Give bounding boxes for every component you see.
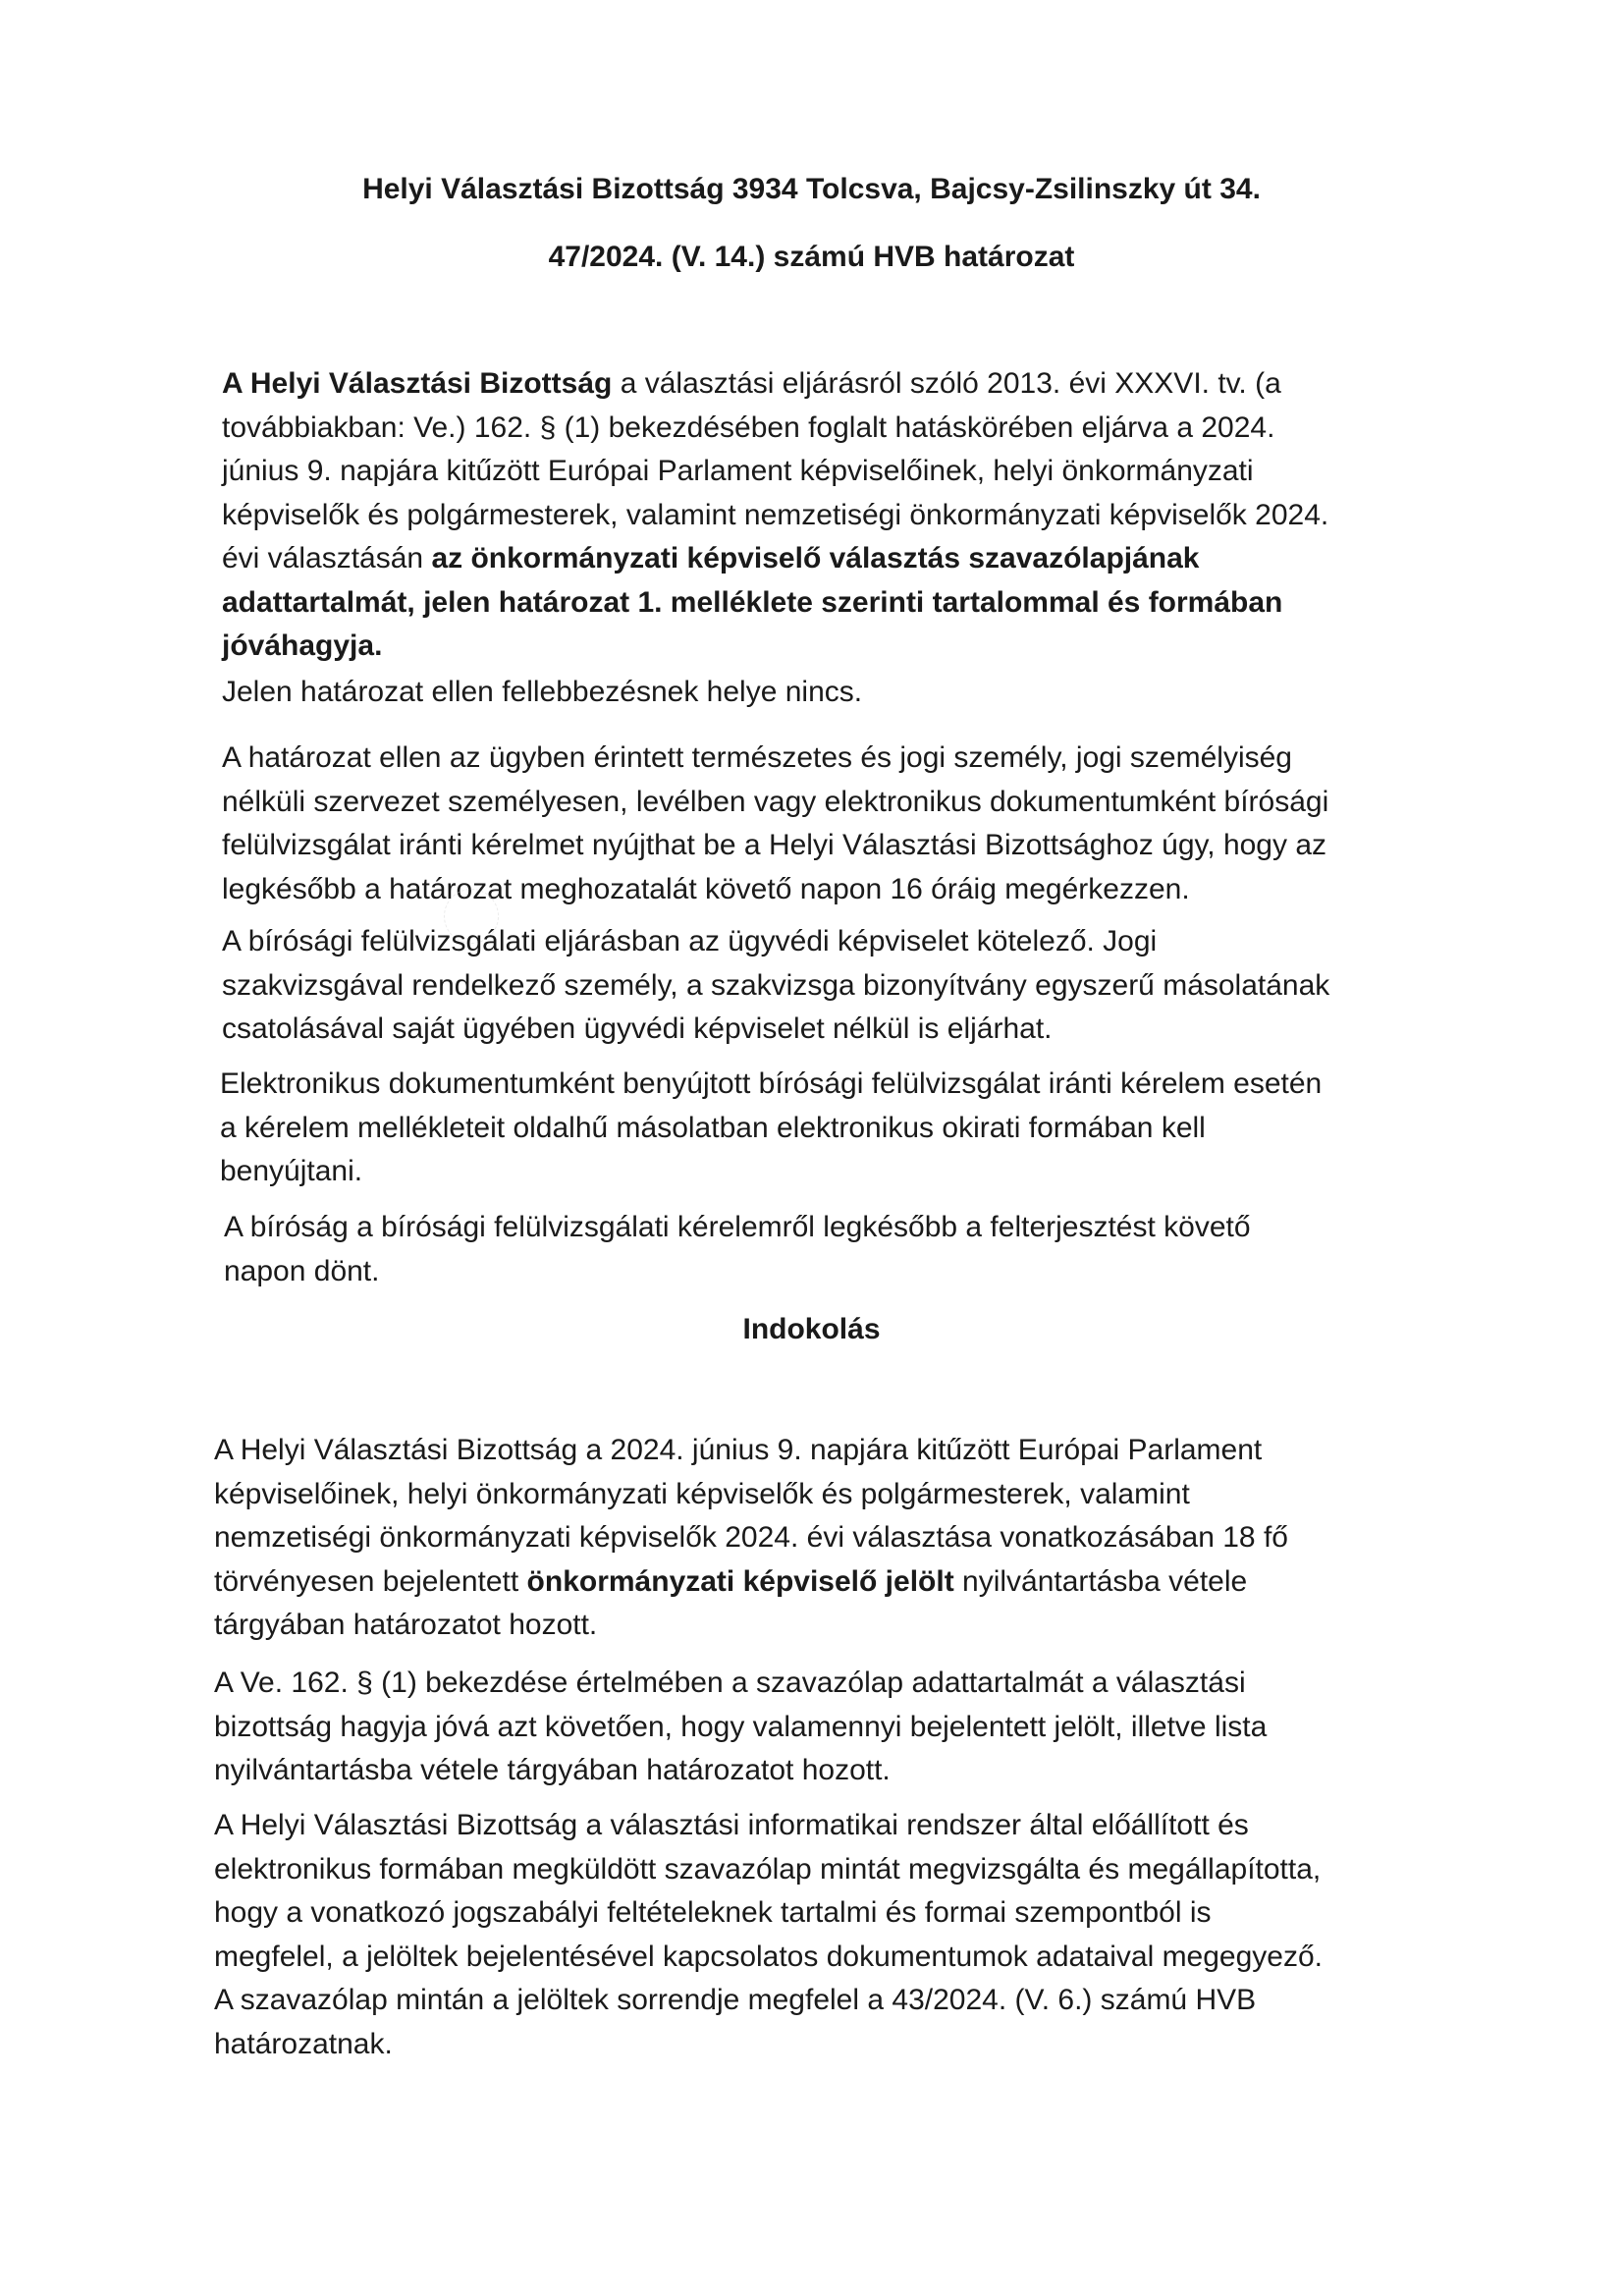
decision-line: adattartalmát, jelen határozat 1. melléklete szerinti tartalommal és formában — [222, 585, 1283, 619]
appeal-note-paragraph — [222, 671, 862, 715]
decision-line: június 9. napjára kitűzött Európai Parlament képviselőinek, helyi önkormányzati — [222, 455, 1254, 487]
reasoning-line: megfelel, a jelöltek bejelentésével kapcsolatos dokumentumok adataival megegyező. — [214, 1940, 1323, 1973]
decision-paragraph — [222, 362, 1328, 669]
paragraph-line: A bírósági felülvizsgálati eljárásban az ügyvédi képviselet kötelező. Jogi — [222, 925, 1158, 957]
reasoning-line: törvényesen bejelentett önkormányzati képviselő jelölt nyilvántartásba vétele — [214, 1564, 1248, 1598]
paragraph-line: a kérelem mellékleteit oldalhű másolatban elektronikus okirati formában kell — [220, 1111, 1206, 1144]
paragraph-line: csatolásával saját ügyében ügyvédi képviselet nélkül is eljárhat. — [222, 1012, 1053, 1045]
paragraph-line: A bíróság a bírósági felülvizsgálati kérelemről legkésőbb a felterjesztést követő — [224, 1211, 1251, 1243]
reasoning-line: A Ve. 162. § (1) bekezdése értelmében a szavazólap adattartalmát a választási — [214, 1667, 1246, 1699]
reasoning-line: határozatnak. — [214, 2027, 393, 2060]
decision-line: jóváhagyja. — [222, 629, 383, 662]
judicial-review-paragraph — [222, 737, 1328, 911]
legal-representation-paragraph — [222, 920, 1329, 1052]
paragraph-line: legkésőbb a határozat meghozatalát követő napon 16 óráig megérkezzen. — [222, 872, 1190, 905]
paragraph-line: benyújtani. — [220, 1155, 363, 1187]
reasoning-paragraph-2 — [214, 1662, 1267, 1793]
decision-line: évi választásán az önkormányzati képviselő választás szavazólapjának — [222, 542, 1200, 574]
paragraph-line: nélküli szervezet személyesen, levélben vagy elektronikus dokumentumként bírósági — [222, 785, 1329, 818]
reasoning-paragraph-1 — [214, 1429, 1288, 1648]
reasoning-line: A szavazólap mintán a jelöltek sorrendje megfelel a 43/2024. (V. 6.) számú HVB — [214, 1984, 1257, 2016]
decision-line: továbbiakban: Ve.) 162. § (1) bekezdésében foglalt hatáskörében eljárva a 2024. — [222, 410, 1275, 444]
court-decision-paragraph — [224, 1206, 1251, 1293]
reasoning-line: A Helyi Választási Bizottság a 2024. június 9. napjára kitűzött Európai Parlament — [214, 1434, 1263, 1466]
resolution-number: 47/2024. (V. 14.) számú HVB határozat — [548, 241, 1075, 273]
reasoning-line: képviselőinek, helyi önkormányzati képviselők és polgármesterek, valamint — [214, 1477, 1190, 1510]
reasoning-line: nemzetiségi önkormányzati képviselők 2024. évi választása vonatkozásában 18 fő — [214, 1521, 1288, 1554]
reasoning-line: elektronikus formában megküldött szavazólap mintát megvizsgálta és megállapította, — [214, 1852, 1322, 1886]
reasoning-heading: Indokolás — [742, 1313, 881, 1345]
decision-line: képviselők és polgármesterek, valamint nemzetiségi önkormányzati képviselők 2024. — [222, 498, 1329, 531]
paragraph-line: Elektronikus dokumentumként benyújtott bírósági felülvizsgálat iránti kérelem esetén — [220, 1067, 1323, 1100]
paragraph-line: napon dönt. — [224, 1254, 380, 1287]
reasoning-line: A Helyi Választási Bizottság a választási informatikai rendszer által előállított és — [214, 1809, 1249, 1841]
reasoning-paragraph-3 — [214, 1804, 1323, 2066]
electronic-submission-paragraph — [220, 1063, 1322, 1194]
reasoning-line: bizottság hagyja jóvá azt követően, hogy valamennyi bejelentett jelölt, illetve lista — [214, 1710, 1268, 1743]
paragraph-line: szakvizsgával rendelkező személy, a szakvizsga bizonyítvány egyszerű másolatának — [222, 968, 1330, 1002]
paragraph-line: felülvizsgálat iránti kérelmet nyújthat be a Helyi Választási Bizottsághoz úgy, hogy az — [222, 829, 1327, 861]
decision-line: A Helyi Választási Bizottság a választási eljárásról szóló 2013. évi XXXVI. tv. (a — [222, 367, 1281, 400]
header-title: Helyi Választási Bizottság 3934 Tolcsva, Bajcsy-Zsilinszky út 34. — [362, 173, 1261, 205]
reasoning-line: hogy a vonatkozó jogszabályi feltételeknek tartalmi és formai szempontból is — [214, 1896, 1212, 1929]
reasoning-line: nyilvántartásba vétele tárgyában határozatot hozott. — [214, 1754, 891, 1786]
reasoning-line: tárgyában határozatot hozott. — [214, 1609, 598, 1641]
paragraph-line: A határozat ellen az ügyben érintett természetes és jogi személy, jogi személyiség — [222, 741, 1292, 774]
paragraph-line: Jelen határozat ellen fellebbezésnek helye nincs. — [222, 676, 863, 708]
